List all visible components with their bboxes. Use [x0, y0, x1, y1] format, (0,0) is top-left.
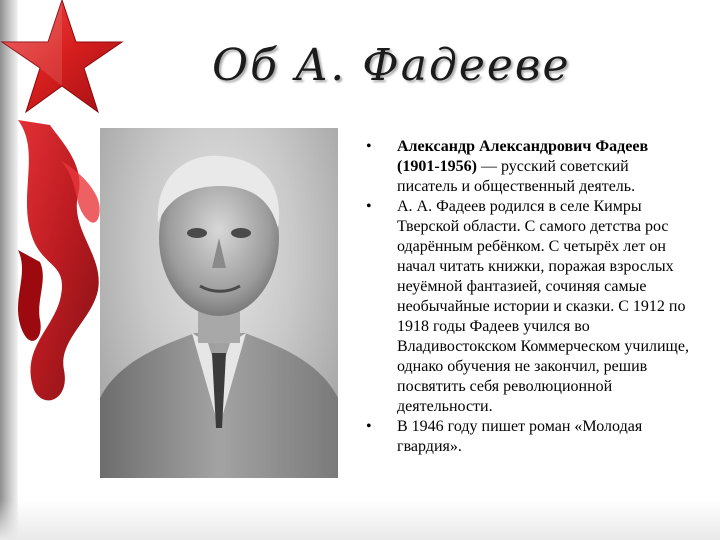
biography-bullet-list [355, 137, 690, 457]
bullet-1-bold-text: Александр Александрович Фадеев (1901-1956) [397, 138, 649, 175]
slide-title: Об А. Фадееве [212, 40, 571, 91]
bullet-item-1 [355, 137, 690, 197]
portrait-photo [100, 128, 338, 478]
bullet-2-text: А. А. Фадеев родился в селе Кимры Тверской области. С самого детства рос одарённым ребёнком. С четырёх лет он начал читать книжки, поражая взрослых неуёмной фантазией, сочиняя самые необычайные истории и сказки. С 1912 по 1918 годы Фадеев учился во Владивостокском Коммерческом училище, однако обучения не закончил, решив посвятить себя революционной деятельности. [397, 198, 689, 415]
bullet-1-text: — русский советский писатель и общественный деятель. [397, 158, 636, 195]
bottom-gradient [0, 500, 720, 540]
red-star-icon [0, 0, 130, 120]
bullet-3-text: В 1946 году пишет роман «Молодая гвардия». [397, 418, 643, 455]
bullet-item-2 [355, 197, 690, 417]
bullet-item-3 [355, 417, 690, 457]
